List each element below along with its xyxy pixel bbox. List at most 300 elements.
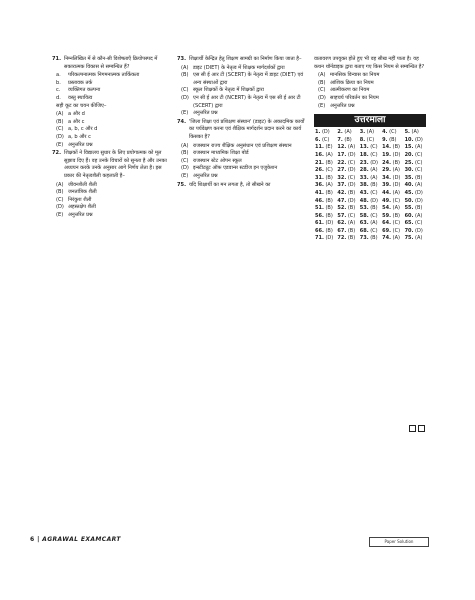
continuation-choices — [314, 72, 426, 110]
answer-cell — [381, 152, 403, 160]
choice-label: (E) — [318, 102, 326, 109]
answer-row — [314, 228, 426, 236]
answer-number: 62. — [337, 220, 347, 227]
answer-option: (A) — [392, 205, 400, 212]
answer-row — [314, 220, 426, 228]
choice-label: (C) — [318, 87, 326, 94]
answer-cell — [404, 228, 426, 236]
choice-label: (E) — [181, 110, 189, 117]
answer-cell — [381, 198, 403, 206]
answer-option: (B) — [370, 205, 378, 212]
choice-item — [181, 143, 307, 151]
answer-number: 65. — [404, 220, 414, 227]
brand-logo: AGRAWAL EXAMCART — [42, 536, 121, 543]
question-head — [52, 150, 170, 180]
answer-option: (A) — [344, 129, 352, 136]
answer-option: (D) — [370, 159, 378, 166]
answer-cell — [314, 160, 336, 168]
answer-option: (A) — [370, 174, 378, 181]
statement-item — [56, 95, 170, 103]
answer-row — [314, 205, 426, 213]
answer-number: 24. — [382, 159, 392, 166]
choice-text: निरंकुश शैली — [68, 196, 92, 203]
answer-cell — [314, 190, 336, 198]
choice-list — [177, 143, 307, 181]
choice-text: जनतांत्रिक शैली — [68, 189, 97, 196]
answer-option: (B) — [370, 182, 378, 189]
answer-option: (C) — [415, 167, 423, 174]
choice-text: a, b और c — [68, 133, 91, 140]
answer-cell — [336, 129, 358, 137]
choice-label: (C) — [56, 126, 64, 133]
answer-number: 6. — [315, 136, 321, 143]
answer-row — [314, 213, 426, 221]
choice-list — [52, 182, 170, 220]
answer-option: (B) — [344, 136, 352, 143]
choice-item — [181, 87, 307, 95]
choice-item — [318, 87, 426, 95]
answer-cell — [359, 137, 381, 145]
choice-text: जीवनशैली शैली — [68, 181, 97, 188]
answer-option: (B) — [347, 227, 356, 234]
answer-option: (C) — [370, 212, 378, 219]
question-number: 75. — [177, 181, 187, 188]
question-continuation: वातावरण उपयुक्त होते हुए भी वह सीख नहीं पाता है। यह कथन थॉर्नडाइक द्वारा बताए गए किस नियम से सम्बन्धित है? — [314, 56, 425, 70]
choice-label: (C) — [56, 196, 64, 203]
choice-label: (B) — [56, 118, 64, 125]
choice-item — [181, 110, 307, 118]
answer-cell — [336, 137, 358, 145]
answer-cell — [336, 167, 358, 175]
answer-cell — [314, 152, 336, 160]
answer-number: 47. — [337, 197, 347, 204]
question-instruction: सही कूट का चयन कीजिए– — [56, 102, 107, 109]
question-number: 74. — [177, 118, 187, 125]
answer-option: (D) — [415, 227, 423, 234]
answer-cell — [381, 160, 403, 168]
answer-cell — [381, 228, 403, 236]
answer-option: (B) — [325, 159, 333, 166]
answer-option: (D) — [325, 220, 334, 227]
answer-cell — [314, 129, 336, 137]
choice-text: a और d — [68, 111, 85, 118]
choice-item — [181, 150, 307, 158]
answer-cell — [359, 228, 381, 236]
choice-text: आंशिक क्रिया का नियम — [330, 79, 374, 86]
answer-number: 32. — [337, 174, 347, 181]
choice-item — [56, 142, 170, 150]
answer-number: 75. — [404, 235, 414, 242]
statement-text: प्रस्तावक तर्क — [68, 79, 93, 86]
question-block — [177, 182, 307, 190]
answer-cell — [314, 220, 336, 228]
answer-option: (C) — [392, 227, 401, 234]
statement-text: वस्तु स्थायित्व — [68, 94, 93, 101]
answer-option: (D) — [392, 182, 401, 189]
answer-cell — [314, 213, 336, 221]
answer-cell — [359, 160, 381, 168]
page-number: 6 — [30, 536, 35, 543]
answer-number: 10. — [404, 136, 414, 143]
answer-number: 72. — [337, 235, 347, 242]
answer-number: 54. — [382, 205, 392, 212]
question-block — [177, 56, 307, 118]
question-text: निम्नलिखित में से कौन-सी विशेषताएँ क्रियोपस्पद में सकारात्मक विकास से सम्बन्धित हैं? — [64, 56, 158, 70]
answer-cell — [381, 175, 403, 183]
choice-item — [181, 173, 307, 181]
footer-separator: | — [37, 536, 40, 543]
answer-cell — [404, 198, 426, 206]
answer-number: 74. — [382, 235, 392, 242]
choice-text: इन्स्टीट्यूट ऑफ एडवान्स स्टडीज इन एजुकेशन — [193, 165, 278, 172]
answer-cell — [314, 167, 336, 175]
answer-option: (D) — [347, 197, 356, 204]
answer-number: 18. — [359, 151, 369, 158]
answer-number: 12. — [337, 144, 347, 151]
answer-option: (D) — [347, 182, 356, 189]
answer-cell — [404, 137, 426, 145]
middle-column — [177, 56, 307, 190]
answer-row — [314, 182, 426, 190]
answer-number: 34. — [382, 174, 392, 181]
choice-label: (E) — [56, 141, 64, 148]
answer-cell — [404, 129, 426, 137]
answer-cell — [404, 235, 426, 243]
answer-row — [314, 235, 426, 243]
answer-number: 22. — [337, 159, 347, 166]
choice-label: (B) — [181, 72, 189, 79]
answer-option: (A) — [392, 167, 400, 174]
answer-cell — [314, 205, 336, 213]
answer-option: (A) — [415, 144, 423, 151]
answer-option: (D) — [347, 151, 356, 158]
answer-number: 51. — [315, 205, 324, 212]
answer-cell — [381, 205, 403, 213]
choice-list — [177, 65, 307, 118]
answer-option: (B) — [392, 212, 400, 219]
answer-option: (C) — [415, 220, 423, 227]
choice-text: अनुत्तरित प्रश्न — [193, 110, 218, 117]
answer-option: (A) — [370, 220, 378, 227]
answer-option: (D) — [415, 189, 423, 196]
choice-label: (A) — [181, 64, 189, 71]
answer-number: 23. — [359, 159, 369, 166]
answer-number: 63. — [359, 220, 369, 227]
answer-option: (A) — [415, 212, 423, 219]
statement-item — [56, 87, 170, 95]
statement-label: b. — [56, 79, 61, 86]
answer-number: 71. — [315, 235, 324, 242]
answer-cell — [381, 235, 403, 243]
answer-number: 43. — [359, 189, 369, 196]
answer-number: 55. — [404, 205, 414, 212]
answer-option: (C) — [415, 151, 423, 158]
answer-cell — [359, 220, 381, 228]
answer-number: 46. — [315, 197, 324, 204]
choice-item — [56, 212, 170, 220]
answer-cell — [404, 220, 426, 228]
choice-item — [56, 134, 170, 142]
choice-item — [56, 182, 170, 190]
answer-number: 9. — [382, 136, 388, 143]
answer-option: (E) — [325, 144, 333, 151]
answer-option: (B) — [325, 197, 333, 204]
choice-label: (D) — [56, 204, 64, 211]
answer-option: (C) — [321, 136, 330, 143]
answer-number: 19. — [382, 151, 392, 158]
answer-option: (B) — [392, 159, 400, 166]
answer-cell — [381, 220, 403, 228]
answer-option: (B) — [347, 189, 356, 196]
answer-cell — [314, 144, 336, 152]
answer-cell — [336, 152, 358, 160]
choice-text: a और c — [68, 118, 85, 125]
choice-item — [56, 189, 170, 197]
choice-text: राजस्थान माध्यमिक शिक्षा बोर्ड — [193, 150, 249, 157]
choice-label: (E) — [56, 211, 64, 218]
answer-cell — [359, 235, 381, 243]
answer-cell — [404, 167, 426, 175]
answer-cell — [404, 152, 426, 160]
answer-option: (D) — [347, 167, 356, 174]
answer-cell — [314, 137, 336, 145]
answer-number: 2. — [337, 129, 343, 136]
choice-text: अनुत्तरित प्रश्न — [68, 141, 93, 148]
answer-cell — [404, 144, 426, 152]
answer-option: (D) — [415, 136, 423, 143]
statement-label: d. — [56, 94, 61, 101]
answer-option: (C) — [325, 167, 333, 174]
answer-number: 3. — [359, 129, 366, 136]
answer-cell — [404, 175, 426, 183]
answer-number: 35. — [404, 174, 414, 181]
choice-item — [56, 111, 170, 119]
answer-cell — [336, 190, 358, 198]
answer-cell — [359, 182, 381, 190]
choice-item — [56, 204, 170, 212]
answer-number: 49. — [382, 197, 392, 204]
answer-option: (A) — [411, 129, 419, 136]
answer-option: (C) — [389, 129, 397, 136]
answer-cell — [314, 228, 336, 236]
answer-option: (B) — [389, 136, 397, 143]
answer-option: (B) — [325, 205, 333, 212]
question-number: 72. — [52, 150, 62, 157]
choice-text: एन सी ई आर टी (NCERT) के नेतृत्व में एस सी ई आर टी (SCERT) द्वारा — [193, 94, 301, 109]
answer-row — [314, 190, 426, 198]
answer-option: (C) — [347, 212, 356, 219]
answer-cell — [336, 198, 358, 206]
answer-option: (B) — [325, 212, 333, 219]
answer-cell — [359, 167, 381, 175]
answer-cell — [359, 129, 381, 137]
answer-option: (A) — [415, 182, 423, 189]
answer-number: 4. — [382, 129, 388, 136]
choice-item — [181, 165, 307, 173]
answer-cell — [314, 175, 336, 183]
answer-number: 37. — [337, 182, 347, 189]
answer-option: (D) — [392, 174, 401, 181]
question-head — [177, 56, 307, 64]
answer-cell — [336, 144, 358, 152]
question-block — [52, 56, 170, 149]
answer-cell — [404, 205, 426, 213]
end-squares-icon — [409, 425, 425, 432]
answer-option: (D) — [325, 235, 334, 242]
answer-cell — [314, 182, 336, 190]
question-head — [52, 56, 170, 71]
answer-option: (C) — [392, 197, 401, 204]
answer-option: (C) — [366, 136, 375, 143]
answer-number: 25. — [404, 159, 414, 166]
answer-number: 69. — [382, 227, 392, 234]
answer-cell — [336, 235, 358, 243]
answer-cell — [336, 228, 358, 236]
answer-option: (A) — [325, 151, 333, 158]
answer-number: 17. — [337, 151, 347, 158]
choice-text: राजस्थान राज्य शैक्षिक अनुसंधान एवं प्रशिक्षण संस्थान — [193, 142, 292, 149]
answer-cell — [336, 213, 358, 221]
question-number: 71. — [52, 56, 62, 62]
answer-number: 16. — [315, 151, 324, 158]
answer-cell — [381, 190, 403, 198]
answer-row — [314, 129, 426, 137]
answer-row — [314, 144, 426, 152]
question-text: 'जिला शिक्षा एवं प्रशिक्षण संस्थान' (डाइट) के अकादमिक कार्यों का पर्यवेक्षण करना एवं शैक्षिक मार्गदर्शन प्रदान करने का कार्य किसका है? — [189, 118, 305, 140]
question-block — [177, 119, 307, 181]
choice-text: स्कूल शिक्षकों के नेतृत्व में शिक्षकों द्वारा — [193, 87, 264, 94]
answer-option: (C) — [370, 189, 378, 196]
answer-cell — [381, 144, 403, 152]
answer-option: (D) — [370, 197, 378, 204]
answer-cell — [404, 213, 426, 221]
choice-text: अहस्तक्षेप शैली — [68, 204, 96, 211]
choice-text: एस सी ई आर टी (SCERT) के नेतृत्व में डाइट (DIET) एवं अन्य संस्थाओं द्वारा — [193, 72, 304, 86]
answer-option: (B) — [415, 205, 423, 212]
question-head — [177, 119, 307, 142]
answer-option: (D) — [415, 197, 423, 204]
answer-number: 14. — [382, 144, 392, 151]
answer-option: (C) — [347, 174, 356, 181]
answer-number: 15. — [404, 144, 414, 151]
answer-cell — [336, 175, 358, 183]
answer-option: (B) — [347, 235, 356, 242]
answer-number: 27. — [337, 167, 347, 174]
choice-item — [318, 72, 426, 80]
choice-text: अनुत्तरित प्रश्न — [330, 102, 355, 109]
answer-number: 40. — [404, 182, 414, 189]
answer-cell — [404, 182, 426, 190]
answer-number: 68. — [359, 227, 369, 234]
answer-number: 50. — [404, 197, 414, 204]
statement-label: c. — [56, 87, 61, 94]
left-column — [52, 56, 170, 220]
answer-option: (B) — [325, 227, 333, 234]
statement-text: व्यक्तिगत कल्पना — [68, 87, 101, 94]
answer-number: 41. — [315, 189, 324, 196]
answer-number: 60. — [404, 212, 414, 219]
choice-label: (A) — [318, 72, 326, 79]
answer-cell — [359, 144, 381, 152]
answer-option: (D) — [392, 151, 401, 158]
choice-label: (A) — [56, 111, 64, 118]
choice-text: आत्मीकरण का नियम — [330, 87, 370, 94]
answer-option: (C) — [370, 151, 378, 158]
answer-cell — [314, 198, 336, 206]
choice-label: (A) — [181, 142, 189, 149]
answer-option: (B) — [370, 235, 378, 242]
answer-number: 11. — [315, 144, 324, 151]
statement-list — [52, 72, 170, 102]
answer-cell — [381, 182, 403, 190]
answer-cell — [381, 167, 403, 175]
right-column — [314, 56, 426, 243]
choice-text: मानसिक विन्यास का नियम — [330, 72, 380, 79]
answer-number: 44. — [382, 189, 392, 196]
answer-option: (A) — [370, 167, 378, 174]
answer-cell — [359, 152, 381, 160]
choice-item — [318, 103, 426, 111]
answer-option: (B) — [325, 174, 333, 181]
choice-text: डाइट (DIET) के नेतृत्व में शिक्षक मार्गदर्शकों द्वारा — [193, 64, 285, 71]
answer-option: (A) — [392, 189, 400, 196]
answer-number: 48. — [359, 197, 369, 204]
statement-item — [56, 72, 170, 80]
answer-number: 66. — [315, 227, 324, 234]
answer-number: 61. — [315, 220, 324, 227]
question-block — [52, 150, 170, 219]
answer-option: (A) — [415, 235, 423, 242]
choice-label: (D) — [56, 133, 64, 140]
choice-text: a, b, c और d — [68, 126, 98, 133]
answer-number: 8. — [359, 136, 366, 143]
answer-row — [314, 160, 426, 168]
answer-number: 5. — [404, 129, 410, 136]
answer-number: 52. — [337, 205, 347, 212]
answer-number: 36. — [315, 182, 324, 189]
answer-number: 59. — [382, 212, 392, 219]
choice-item — [318, 95, 426, 103]
answer-option: (C) — [415, 159, 423, 166]
answer-number: 58. — [359, 212, 369, 219]
statement-text: परिकल्पनात्मक निगमनात्मक तार्किकता — [68, 72, 140, 79]
answer-row — [314, 198, 426, 206]
answer-number: 21. — [315, 159, 324, 166]
choice-text: अनुत्तरित प्रश्न — [193, 172, 218, 179]
answer-option: (C) — [347, 159, 356, 166]
answer-option: (D) — [321, 129, 330, 136]
choice-text: साहचर्य परिवर्तन का नियम — [330, 94, 379, 101]
answer-number: 33. — [359, 174, 369, 181]
answer-number: 20. — [404, 151, 414, 158]
answer-option: (C) — [370, 227, 378, 234]
answer-number: 7. — [337, 136, 343, 143]
choice-item — [56, 126, 170, 134]
answer-cell — [404, 160, 426, 168]
answer-option: (A) — [392, 235, 400, 242]
answer-cell — [359, 205, 381, 213]
answer-number: 53. — [359, 205, 369, 212]
answer-cell — [336, 160, 358, 168]
answer-key-table — [314, 129, 426, 243]
answer-option: (C) — [392, 220, 401, 227]
answer-cell — [336, 182, 358, 190]
choice-label: (D) — [181, 94, 189, 101]
answer-row — [314, 175, 426, 183]
answer-option: (B) — [415, 174, 423, 181]
choice-label: (B) — [181, 150, 189, 157]
answer-number: 30. — [404, 167, 414, 174]
